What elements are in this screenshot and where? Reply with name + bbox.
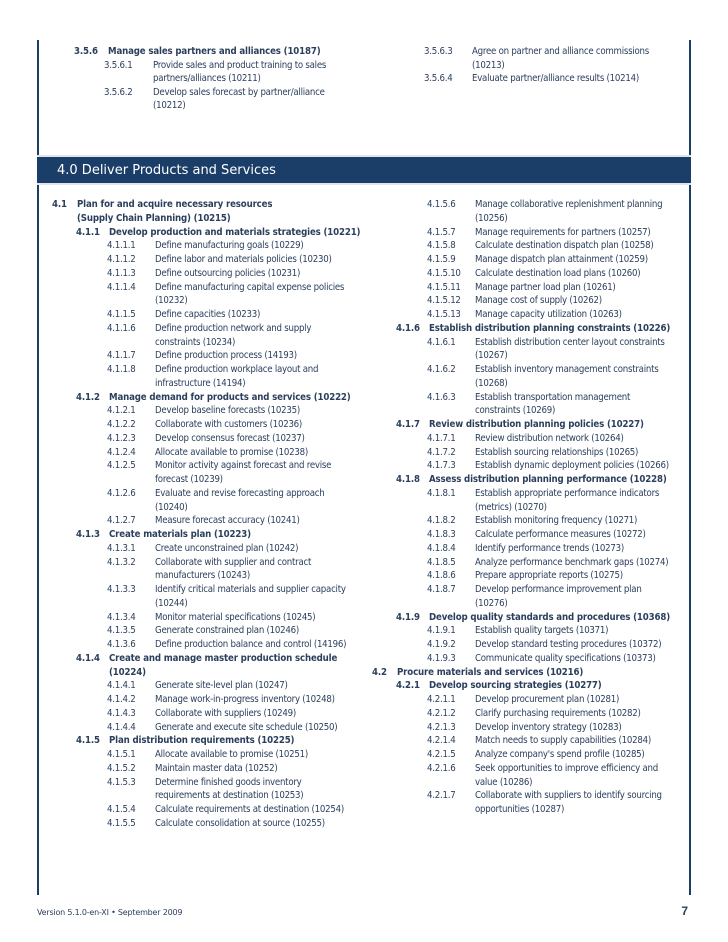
outline-item-text: Establish distribution planning constraints (10226)	[429, 322, 671, 334]
outline-number: 4.2.1.7	[427, 790, 456, 802]
outline-item-text: Calculate performance measures (10272)	[475, 529, 646, 540]
outline-number: 4.1.5.2	[107, 762, 136, 774]
outline-item-text: Analyze performance benchmark gaps (10274)	[475, 556, 669, 568]
outline-item-text: Manage cost of supply (10262)	[475, 295, 602, 307]
outline-item-text: Manage partner load plan (10261)	[475, 281, 616, 293]
page-number: 7	[681, 904, 688, 918]
outline-number: 4.1.2.1	[107, 405, 136, 417]
outline-item-text: Establish transportation management	[475, 391, 631, 403]
outline-item-continuation: (10212)	[153, 100, 186, 111]
outline-item-text: Develop inventory strategy (10283)	[475, 721, 622, 733]
outline-item-text: Identify critical materials and supplier capacity	[155, 584, 346, 595]
outline-number: 4.1.5.13	[427, 309, 461, 320]
outline-item-text: Clarify purchasing requirements (10282)	[475, 707, 641, 719]
outline-number: 4.1.1.2	[107, 254, 136, 265]
outline-number: 4.1.2.4	[107, 446, 136, 458]
outline-number: 4.1.5.6	[427, 199, 456, 210]
outline-item-continuation: (metrics) (10270)	[475, 501, 547, 513]
outline-number: 4.1.3.6	[107, 639, 136, 650]
outline-item-text: Procure materials and services (10216)	[397, 666, 584, 678]
outline-item-text: Calculate destination dispatch plan (10258)	[475, 240, 654, 252]
outline-item-text: Define production process (14193)	[155, 350, 297, 362]
outline-item-text: Evaluate and revise forecasting approach	[155, 487, 325, 499]
outline-number: 4.1.7.3	[427, 460, 456, 472]
outline-number: 4.1.4.3	[107, 707, 136, 719]
outline-number: 3.5.6.1	[104, 59, 133, 71]
outline-item-text: Allocate available to promise (10251)	[155, 749, 308, 760]
outline-number: 4.1.6.2	[427, 364, 456, 375]
outline-item-text: Develop production and materials strategies (10221)	[109, 226, 361, 238]
outline-number: 3.5.6.2	[104, 86, 133, 98]
outline-item-continuation: manufacturers (10243)	[155, 570, 250, 582]
outline-number: 4.1.7.1	[427, 432, 456, 444]
outline-item-text: Manage work-in-progress inventory (10248)	[155, 694, 335, 705]
outline-number: 4.2.1.2	[427, 707, 456, 719]
outline-number: 4.1.1.4	[107, 281, 136, 293]
outline-item-text: Create unconstrained plan (10242)	[155, 542, 299, 554]
outline-item-continuation: (10213)	[472, 59, 505, 71]
outline-number: 4.1.5.1	[107, 749, 136, 760]
outline-number: 4.1.8.3	[427, 529, 456, 540]
outline-number: 4.1.1.6	[107, 322, 136, 334]
outline-number: 4.1.8.7	[427, 584, 456, 595]
outline-item-continuation: forecast (10239)	[155, 474, 223, 485]
outline-number: 4.2.1.3	[427, 721, 456, 733]
outline-number: 4.1.4.4	[107, 721, 136, 733]
footer-version: Version 5.1.0-en-XI • September 2009	[37, 908, 183, 917]
outline-item-text: Calculate consolidation at source (10255)	[155, 817, 325, 829]
outline-item-text: Review distribution planning policies (10227)	[429, 419, 644, 430]
outline-item-text: Monitor activity against forecast and revise	[155, 460, 332, 472]
outline-item-text: Communicate quality specifications (10373)	[475, 652, 656, 664]
outline-number: 4.2.1.5	[427, 749, 456, 760]
outline-number: 4.1.6	[396, 322, 420, 334]
outline-item-continuation: requirements at destination (10253)	[155, 790, 304, 802]
outline-number: 4.1.8.6	[427, 570, 456, 582]
outline-number: 4.1.5	[76, 735, 100, 747]
outline-number: 4.1.1.5	[107, 309, 136, 320]
outline-number: 4.1.9	[396, 611, 420, 623]
outline-number: 4.1.3	[76, 529, 100, 540]
outline-item-text: Develop baseline forecasts (10235)	[155, 405, 300, 417]
outline-number: 4.1.5.3	[107, 776, 136, 788]
outline-item-text: Establish dynamic deployment policies (10266)	[475, 460, 669, 472]
outline-number: 4.1.4.2	[107, 694, 136, 705]
section-title: 4.0 Deliver Products and Services	[57, 163, 276, 178]
outline-item-text: Generate site-level plan (10247)	[155, 680, 288, 692]
outline-item-text: Define production workplace layout and	[155, 364, 319, 375]
outline-item-text: Generate and execute site schedule (10250)	[155, 721, 338, 733]
outline-item-text: Define production balance and control (14196)	[155, 639, 347, 650]
outline-item-text: Collaborate with suppliers to identify sourcing	[475, 790, 662, 802]
outline-item-text: Define capacities (10233)	[155, 309, 261, 320]
outline-number: 3.5.6	[74, 46, 98, 57]
outline-item-text: Measure forecast accuracy (10241)	[155, 515, 300, 527]
outline-number: 4.1.3.4	[107, 611, 136, 623]
outline-item-continuation: (10232)	[155, 295, 188, 307]
outline-item-text: Analyze company's spend profile (10285)	[475, 749, 645, 760]
outline-item-text: Manage collaborative replenishment planning	[475, 199, 663, 210]
outline-item-continuation: (10276)	[475, 597, 508, 609]
outline-number: 4.1.5.12	[427, 295, 461, 307]
outline-item-text: Establish inventory management constraints	[475, 364, 659, 375]
outline-item-text: Manage capacity utilization (10263)	[475, 309, 622, 320]
outline-item-text: Prepare appropriate reports (10275)	[475, 570, 623, 582]
outline-item-text: Define outsourcing policies (10231)	[155, 267, 301, 279]
outline-item-text: Define manufacturing capital expense policies	[155, 281, 345, 293]
outline-item-text: Calculate requirements at destination (10254)	[155, 804, 344, 815]
outline-number: 4.1.5.11	[427, 281, 461, 293]
outline-item-continuation: partners/alliances (10211)	[153, 73, 261, 84]
outline-number: 4.2	[372, 666, 387, 678]
outline-number: 4.1.3.5	[107, 625, 136, 637]
outline-item-text: Collaborate with suppliers (10249)	[155, 707, 296, 719]
outline-item-text: Plan distribution requirements (10225)	[109, 735, 295, 747]
outline-number: 4.1.1	[76, 226, 100, 238]
outline-number: 4.1.9.3	[427, 652, 456, 664]
outline-number: 4.1.5.5	[107, 817, 136, 829]
outline-number: 4.1.3.2	[107, 556, 136, 568]
outline-item-text: Develop performance improvement plan	[475, 584, 642, 595]
outline-item-text: Define labor and materials policies (10230)	[155, 254, 332, 265]
outline-number: 4.1.5.7	[427, 226, 456, 238]
outline-number: 4.1.2.3	[107, 432, 136, 444]
outline-number: 4.1.5.8	[427, 240, 456, 252]
outline-number: 3.5.6.3	[424, 46, 453, 57]
section-banner	[37, 155, 691, 185]
outline-item-text: Maintain master data (10252)	[155, 762, 278, 774]
outline-item-continuation: (10256)	[475, 212, 508, 224]
outline-number: 4.1.5.10	[427, 267, 461, 279]
outline-item-text: Develop quality standards and procedures (10368)	[429, 611, 670, 623]
outline-item-continuation: constraints (10234)	[155, 336, 236, 348]
outline-number: 4.1.6.1	[427, 336, 456, 348]
outline-number: 4.2.1.4	[427, 735, 456, 747]
outline-item-text: Establish appropriate performance indicators	[475, 487, 660, 499]
outline-number: 4.1.7	[396, 419, 420, 430]
outline-item-text: Manage demand for products and services (10222)	[109, 391, 351, 403]
outline-number: 4.1.1.8	[107, 364, 136, 375]
outline-item-text: Agree on partner and alliance commissions	[472, 46, 649, 57]
outline-item-text: Determine finished goods inventory	[155, 776, 302, 788]
outline-number: 4.1.4	[76, 652, 100, 664]
outline-number: 4.1.8.4	[427, 542, 456, 554]
outline-item-continuation: opportunities (10287)	[475, 804, 565, 815]
outline-number: 4.1.6.3	[427, 391, 456, 403]
outline-number: 4.2.1.6	[427, 762, 456, 774]
outline-number: 4.1.7.2	[427, 446, 456, 458]
outline-item-text: Create and manage master production schedule	[109, 652, 338, 664]
outline-number: 4.2.1	[396, 680, 420, 692]
outline-number: 4.1.9.2	[427, 639, 456, 650]
outline-number: 4.1.5.4	[107, 804, 136, 815]
outline-item-text: Develop sourcing strategies (10277)	[429, 680, 602, 692]
outline-item-continuation: constraints (10269)	[475, 405, 556, 417]
outline-item-text: Generate constrained plan (10246)	[155, 625, 299, 637]
outline-number: 4.1.8.1	[427, 487, 456, 499]
outline-item-text: Define production network and supply	[155, 322, 312, 334]
outline-item-text: Assess distribution planning performance (10228)	[429, 474, 667, 485]
outline-item-text: Develop consensus forecast (10237)	[155, 432, 305, 444]
outline-item-text: Monitor material specifications (10245)	[155, 611, 316, 623]
outline-number: 4.1.1.1	[107, 240, 136, 252]
outline-item-text: Develop standard testing procedures (10372)	[475, 639, 662, 650]
outline-item-text: Develop procurement plan (10281)	[475, 694, 620, 705]
outline-item-text: Establish distribution center layout constraints	[475, 336, 665, 348]
outline-number: 4.1.2.5	[107, 460, 136, 472]
outline-item-continuation: infrastructure (14194)	[155, 377, 246, 389]
outline-item-continuation: (10244)	[155, 597, 188, 609]
outline-number: 4.1.3.3	[107, 584, 136, 595]
outline-number: 4.1.4.1	[107, 680, 136, 692]
outline-item-text: Match needs to supply capabilities (10284)	[475, 735, 651, 747]
outline-item-text: Establish sourcing relationships (10265)	[475, 446, 639, 458]
outline-item-text: Manage dispatch plan attainment (10259)	[475, 254, 648, 265]
outline-item-text: Allocate available to promise (10238)	[155, 446, 308, 458]
outline-item-text: Establish monitoring frequency (10271)	[475, 515, 638, 527]
outline-number: 4.1.2	[76, 391, 100, 403]
outline-number: 4.1.1.7	[107, 350, 136, 362]
outline-number: 4.1.2.2	[107, 419, 136, 430]
outline-item-text: Develop sales forecast by partner/alliance	[153, 86, 325, 98]
outline-item-continuation: (10267)	[475, 350, 508, 362]
outline-number: 3.5.6.4	[424, 73, 453, 84]
outline-item-continuation: (10268)	[475, 377, 508, 389]
outline-item-text: Seek opportunities to improve efficiency and	[475, 762, 658, 774]
outline-number: 4.1	[52, 199, 67, 210]
outline-number: 4.1.1.3	[107, 267, 136, 279]
outline-item-continuation: value (10286)	[475, 776, 533, 788]
outline-number: 4.1.5.9	[427, 254, 456, 265]
outline-item-continuation: (10224)	[109, 666, 146, 678]
outline-item-continuation: (10240)	[155, 501, 188, 513]
outline-item-text: Manage requirements for partners (10257)	[475, 226, 651, 238]
outline-item-text: Evaluate partner/alliance results (10214)	[472, 73, 639, 84]
outline-number: 4.2.1.1	[427, 694, 456, 705]
outline-number: 4.1.8	[396, 474, 420, 485]
outline-item-text: Define manufacturing goals (10229)	[155, 240, 304, 252]
outline-item-text: Establish quality targets (10371)	[475, 625, 609, 637]
outline-item-text: Plan for and acquire necessary resources	[77, 199, 273, 210]
outline-item-text: Provide sales and product training to sales	[153, 59, 327, 71]
outline-item-text: Identify performance trends (10273)	[475, 542, 624, 554]
outline-item-text: Create materials plan (10223)	[109, 529, 251, 540]
outline-number: 4.1.3.1	[107, 542, 136, 554]
outline-item-text: Calculate destination load plans (10260)	[475, 267, 641, 279]
outline-item-text: Manage sales partners and alliances (10187)	[108, 46, 321, 57]
outline-number: 4.1.8.5	[427, 556, 456, 568]
outline-item-text: Collaborate with supplier and contract	[155, 556, 312, 568]
outline-number: 4.1.2.6	[107, 487, 136, 499]
outline-number: 4.1.9.1	[427, 625, 456, 637]
outline-item-text: Collaborate with customers (10236)	[155, 419, 303, 430]
outline-item-text: Review distribution network (10264)	[475, 432, 624, 444]
outline-number: 4.1.8.2	[427, 515, 456, 527]
outline-item-continuation: (Supply Chain Planning) (10215)	[77, 212, 231, 224]
outline-number: 4.1.2.7	[107, 515, 136, 527]
